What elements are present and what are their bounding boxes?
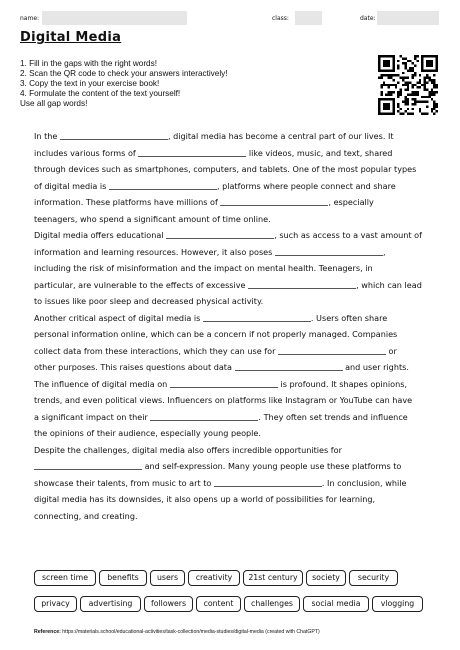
text-line	[34, 227, 434, 244]
text-segment: , platforms where people connect and share	[216, 180, 396, 191]
text-line	[34, 293, 434, 310]
text-line	[34, 211, 434, 228]
text-segment: In the	[34, 131, 60, 141]
text-line	[34, 376, 434, 393]
gap-blank[interactable]	[278, 345, 386, 355]
text-line	[34, 343, 434, 360]
text-line	[34, 425, 434, 442]
text-segment: includes various forms of	[34, 147, 139, 158]
text-segment: personal information online, which can be a concern if not properly managed. Companies	[34, 329, 398, 339]
text-segment: collect data from these interactions, which they can use for	[34, 345, 278, 356]
gap-blank[interactable]	[203, 312, 311, 322]
text-segment: . Users often share	[310, 312, 388, 323]
text-line	[34, 458, 434, 475]
instruction-item: 1. Fill in the gaps with the right words!	[20, 59, 157, 68]
text-line	[34, 128, 434, 145]
text-line	[34, 359, 434, 376]
gap-blank[interactable]	[166, 229, 274, 239]
word-chip[interactable]: content	[196, 596, 241, 612]
text-segment: or	[385, 345, 397, 356]
word-chip[interactable]: security	[349, 570, 398, 586]
word-chip[interactable]: 21st century	[243, 570, 303, 586]
gap-text	[34, 128, 434, 524]
text-segment: like videos, music, and text, shared	[246, 147, 393, 158]
instruction-item: 2. Scan the QR code to check your answers interactively!	[20, 69, 228, 78]
gap-blank[interactable]	[275, 246, 383, 256]
text-segment: information. These platforms have millions of	[34, 197, 221, 207]
text-line	[34, 260, 434, 277]
text-segment: digital media has its downsides, it also opens up a world of possibilities for learning,	[34, 494, 376, 504]
gap-blank[interactable]	[109, 180, 217, 190]
text-segment: particular, are vulnerable to the effects of excessive	[34, 279, 249, 290]
text-segment: through devices such as smartphones, computers, and tablets. One of the most popular types	[34, 164, 417, 174]
text-segment: Digital media offers educational	[34, 230, 167, 240]
text-segment: ,	[382, 246, 386, 257]
text-line	[34, 194, 434, 211]
text-segment: and user rights.	[342, 362, 409, 372]
text-line	[34, 392, 434, 409]
text-line	[34, 326, 434, 343]
word-chip[interactable]: followers	[144, 596, 193, 612]
text-segment: including the risk of misinformation and the impact on mental health. Teenagers, in	[34, 263, 373, 273]
text-segment: trends, and even political views. Influencers on platforms like Instagram or YouTube can have	[34, 395, 413, 405]
text-segment: a significant impact on their	[34, 411, 151, 422]
text-line	[34, 491, 434, 508]
gap-blank[interactable]	[170, 378, 278, 388]
word-chip[interactable]: screen time	[34, 570, 96, 586]
text-segment: Despite the challenges, digital media also offers incredible opportunities for	[34, 444, 342, 455]
text-segment: other purposes. This raises questions about data	[34, 362, 235, 372]
text-segment: , such as access to a vast amount of	[274, 230, 422, 240]
text-line	[34, 244, 434, 261]
text-segment: of digital media is	[34, 180, 109, 191]
instruction-item: 4. Formulate the content of the text yourself!	[20, 89, 181, 98]
name-label: name:	[20, 15, 40, 22]
word-chip[interactable]: society	[306, 570, 346, 586]
text-line	[34, 409, 434, 426]
text-segment: to issues like poor sleep and decreased physical activity.	[34, 296, 264, 306]
gap-blank[interactable]	[60, 130, 168, 140]
worksheet-header	[0, 10, 460, 28]
class-label: class:	[272, 15, 289, 22]
gap-blank[interactable]	[138, 147, 246, 157]
instruction-item: 3. Copy the text in your exercise book!	[20, 79, 160, 88]
text-line	[34, 508, 434, 525]
qr-code-icon[interactable]	[378, 55, 438, 115]
text-segment: showcase their talents, from music to art to	[34, 477, 214, 488]
gap-blank[interactable]	[150, 411, 258, 421]
text-segment: the opinions of their audience, especially young people.	[34, 428, 261, 438]
text-segment: teenagers, who spend a significant amount of time online.	[34, 213, 271, 224]
word-chip[interactable]: social media	[303, 596, 369, 612]
text-segment: Another critical aspect of digital media is	[34, 312, 203, 323]
instructions-list	[20, 59, 228, 109]
text-line	[34, 475, 434, 492]
gap-blank[interactable]	[248, 279, 356, 289]
instruction-item: Use all gap words!	[20, 99, 88, 108]
date-field[interactable]	[377, 11, 439, 25]
text-segment: , especially	[328, 197, 374, 207]
word-chip[interactable]: privacy	[34, 596, 77, 612]
gap-blank[interactable]	[214, 477, 322, 487]
text-line	[34, 442, 434, 459]
reference-label: Reference:	[34, 629, 61, 635]
reference	[34, 629, 320, 635]
gap-blank[interactable]	[34, 460, 142, 470]
word-chip[interactable]: creativity	[188, 570, 240, 586]
word-chip[interactable]: challenges	[244, 596, 300, 612]
page-title: Digital Media	[20, 30, 122, 45]
text-segment: , which can lead	[356, 279, 422, 290]
reference-text: https://materials.school/educational-activities/task-collection/media-studies/digital-media (created with ChatGPT)	[60, 629, 320, 635]
text-line	[34, 310, 434, 327]
text-line	[34, 145, 434, 162]
gap-blank[interactable]	[220, 196, 328, 206]
text-segment: . They often set trends and influence	[258, 411, 408, 422]
text-line	[34, 277, 434, 294]
text-line	[34, 161, 434, 178]
text-segment: . In conclusion, while	[321, 477, 407, 488]
text-line	[34, 178, 434, 195]
text-segment: and self-expression. Many young people use these platforms to	[142, 461, 402, 471]
gap-blank[interactable]	[235, 361, 343, 371]
class-field[interactable]	[295, 11, 322, 25]
name-field[interactable]	[42, 11, 187, 25]
word-chip[interactable]: benefits	[99, 570, 147, 586]
word-chip[interactable]: advertising	[80, 596, 141, 612]
text-segment: The influence of digital media on	[34, 378, 170, 389]
text-segment: information and learning resources. However, it also poses	[34, 246, 275, 257]
text-segment: is profound. It shapes opinions,	[277, 378, 408, 389]
word-chip[interactable]: users	[150, 570, 185, 586]
text-segment: , digital media has become a central part of our lives. It	[167, 131, 394, 141]
word-chip[interactable]: vlogging	[372, 596, 423, 612]
date-label: date:	[360, 15, 376, 22]
text-segment: connecting, and creating.	[34, 510, 138, 521]
